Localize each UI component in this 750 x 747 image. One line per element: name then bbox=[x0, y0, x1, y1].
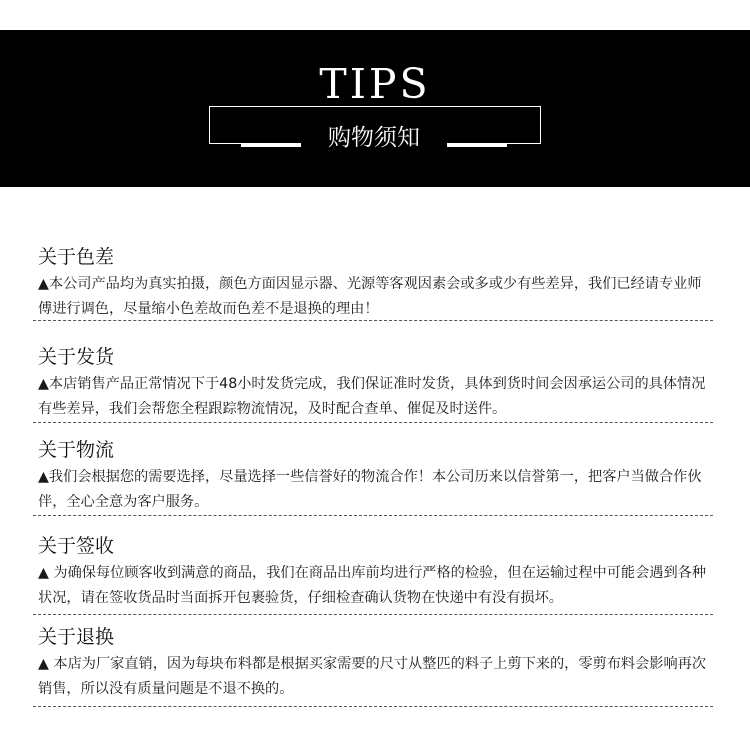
section-divider bbox=[33, 320, 713, 321]
banner-subtitle: 购物须知 bbox=[301, 120, 447, 156]
section-body: ▲本店销售产品正常情况下于48小时发货完成，我们保证准时发货，具体到货时间会因承运公司的具体情况有些差异，我们会帮您全程跟踪物流情况，及时配合查单、催促及时送件。 bbox=[38, 376, 706, 417]
section-title: 关于发货 bbox=[38, 346, 115, 368]
section-logistics bbox=[38, 438, 712, 515]
banner-underline-right bbox=[447, 144, 507, 147]
section-body: ▲我们会根据您的需要选择，尽量选择一些信誉好的物流合作！本公司历来以信誉第一，把客户当做合作伙伴，全心全意为客户服务。 bbox=[38, 469, 702, 510]
section-divider bbox=[33, 422, 713, 423]
section-returns bbox=[38, 625, 712, 702]
section-body: ▲ 本店为厂家直销，因为每块布料都是根据买家需要的尺寸从整匹的料子上剪下来的，零剪布料会影响再次销售，所以没有质量问题是不退不换的。 bbox=[38, 656, 707, 697]
section-shipping bbox=[38, 345, 712, 422]
section-divider bbox=[33, 515, 713, 516]
banner-title: TIPS bbox=[319, 60, 431, 108]
section-title: 关于签收 bbox=[38, 535, 115, 557]
section-divider bbox=[33, 706, 713, 707]
section-title: 关于物流 bbox=[38, 439, 115, 461]
section-color-difference bbox=[38, 245, 712, 322]
banner-underline-left bbox=[241, 144, 301, 147]
section-title: 关于色差 bbox=[38, 246, 115, 268]
section-body: ▲本公司产品均为真实拍摄，颜色方面因显示器、光源等客观因素会或多或少有些差异，我们已经请专业师傅进行调色，尽量缩小色差故而色差不是退换的理由！ bbox=[38, 276, 702, 317]
tips-banner bbox=[0, 30, 750, 187]
section-title: 关于退换 bbox=[38, 626, 115, 648]
section-body: ▲ 为确保每位顾客收到满意的商品，我们在商品出库前均进行严格的检验，但在运输过程中可能会遇到各种状况，请在签收货品时当面拆开包裹验货，仔细检查确认货物在快递中有没有损坏。 bbox=[38, 565, 707, 606]
section-divider bbox=[33, 614, 713, 615]
section-receipt bbox=[38, 534, 712, 611]
